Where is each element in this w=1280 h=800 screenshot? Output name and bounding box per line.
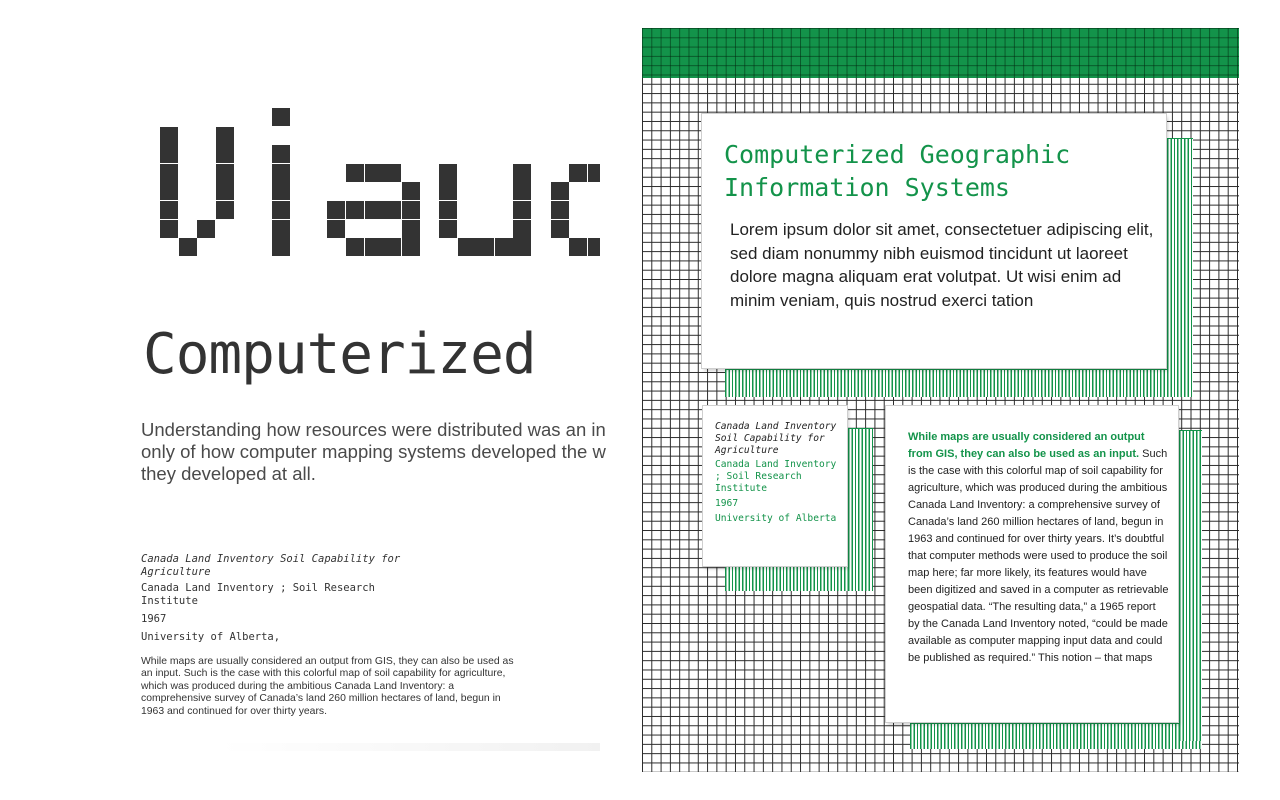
poster-object-holder: University of Alberta <box>715 512 837 524</box>
fade-divider <box>220 743 600 751</box>
title-pixel <box>160 127 178 145</box>
object-title: Canada Land Inventory Soil Capability for Agriculture <box>141 553 401 578</box>
title-pixel <box>551 220 569 238</box>
title-pixel <box>588 238 600 256</box>
title-pixel <box>402 182 420 200</box>
object-creator: Canada Land Inventory ; Soil Research Institute <box>141 582 375 607</box>
title-pixel <box>551 201 569 219</box>
poster-object-creator: Canada Land Inventory ; Soil Research Institute <box>715 459 837 494</box>
title-pixel <box>513 182 531 200</box>
poster-body-lead: While maps are usually considered an output from GIS, they can also be used as an input. <box>908 431 1145 460</box>
title-pixel <box>216 127 234 145</box>
title-pixel <box>402 201 420 219</box>
story-intro <box>141 419 611 489</box>
meta-stripe-side <box>848 428 873 591</box>
title-pixel <box>160 182 178 200</box>
title-pixel <box>346 201 364 219</box>
title-pixel <box>272 182 290 200</box>
title-pixel <box>272 164 290 182</box>
title-pixel <box>513 220 531 238</box>
title-pixel <box>272 145 290 163</box>
text-stripe-side <box>1179 430 1202 741</box>
title-pixel <box>383 201 401 219</box>
story-intro-line: Understanding how resources were distributed was an in <box>141 419 606 440</box>
title-pixel <box>160 220 178 238</box>
title-pixel <box>160 164 178 182</box>
title-pixel <box>346 238 364 256</box>
poster-lead: Lorem ipsum dolor sit amet, consectetuer adipiscing elit, sed diam nonummy nibh euismod tincidunt ut laoreet dolore magna aliquam erat volutpat. Ut wisi enim ad minim veniam, quis nostrud exerci tation <box>730 220 1154 310</box>
poster-headline: Computerized Geographic Information Systems <box>724 140 1071 202</box>
section-title-pixel <box>160 108 600 268</box>
body-text: While maps are usually considered an output from GIS, they can also be used as an input. Such is the case with this colorful map of soil capability for agriculture, which was produced during the ambitious Canada Land Inventory: a comprehensive survey of Canada’s land 260 million hectares of land, begun in 1963 and continued for over thirty years. <box>141 656 514 717</box>
title-pixel <box>439 182 457 200</box>
title-pixel <box>476 238 494 256</box>
title-pixel <box>365 164 383 182</box>
title-pixel <box>327 220 345 238</box>
title-pixel <box>439 220 457 238</box>
title-pixel <box>439 201 457 219</box>
text-card <box>886 406 1178 722</box>
title-pixel <box>197 220 215 238</box>
poster-layout <box>642 28 1239 772</box>
title-pixel <box>383 238 401 256</box>
title-pixel <box>272 201 290 219</box>
title-pixel <box>569 238 587 256</box>
headline-stripe <box>725 369 1193 397</box>
title-pixel <box>216 201 234 219</box>
green-header-band <box>642 28 1239 78</box>
title-pixel <box>272 108 290 126</box>
type-specimen <box>0 0 620 800</box>
title-pixel <box>216 182 234 200</box>
title-pixel <box>513 201 531 219</box>
title-pixel <box>402 220 420 238</box>
text-stripe <box>910 723 1202 749</box>
title-pixel <box>569 164 587 182</box>
headline-card <box>702 114 1166 368</box>
poster-object-detail <box>715 421 845 524</box>
title-pixel <box>160 201 178 219</box>
title-pixel <box>216 164 234 182</box>
title-pixel <box>365 238 383 256</box>
poster-body <box>908 429 1170 667</box>
title-pixel <box>439 164 457 182</box>
poster-object-date: 1967 <box>715 497 739 509</box>
title-pixel <box>551 182 569 200</box>
title-pixel <box>272 238 290 256</box>
headline-stripe-side <box>1167 138 1193 379</box>
title-pixel <box>216 145 234 163</box>
title-pixel <box>383 164 401 182</box>
object-card <box>703 406 847 566</box>
poster-body-rest: Such is the case with this colorful map of soil capability for agriculture, which was produced during the ambitious Canada Land Inventory: a comprehensive survey of Canada’s land 260 million hectares of land, begun in 1963 and continued for over thirty years. It’s doubtful that computer methods were used to produce the soil map here; far more likely, its features would have been digitized and saved in a computer as retrievable geospatial data. “The resulting data,” a 1965 report by the Canada Land Inventory noted, “could be made available as computer mapping input data and could be published as required.” This notion – that maps <box>908 448 1169 664</box>
object-detail <box>141 553 401 644</box>
title-pixel <box>495 238 513 256</box>
story-intro-line: they developed at all. <box>141 463 316 484</box>
title-pixel <box>160 145 178 163</box>
title-pixel <box>365 201 383 219</box>
title-pixel <box>513 164 531 182</box>
title-pixel <box>272 220 290 238</box>
poster-object-title: Canada Land Inventory Soil Capability for Agriculture <box>715 421 837 456</box>
title-pixel <box>588 164 600 182</box>
object-holder: University of Alberta, <box>141 631 281 643</box>
story-intro-line: only of how computer mapping systems developed the w <box>141 441 606 462</box>
title-pixel <box>346 164 364 182</box>
title-pixel <box>458 238 476 256</box>
title-pixel <box>513 238 531 256</box>
title-pixel <box>402 238 420 256</box>
title-pixel <box>179 238 197 256</box>
object-date: 1967 <box>141 613 167 625</box>
title-pixel <box>327 201 345 219</box>
story-title: Computerized <box>143 322 536 387</box>
